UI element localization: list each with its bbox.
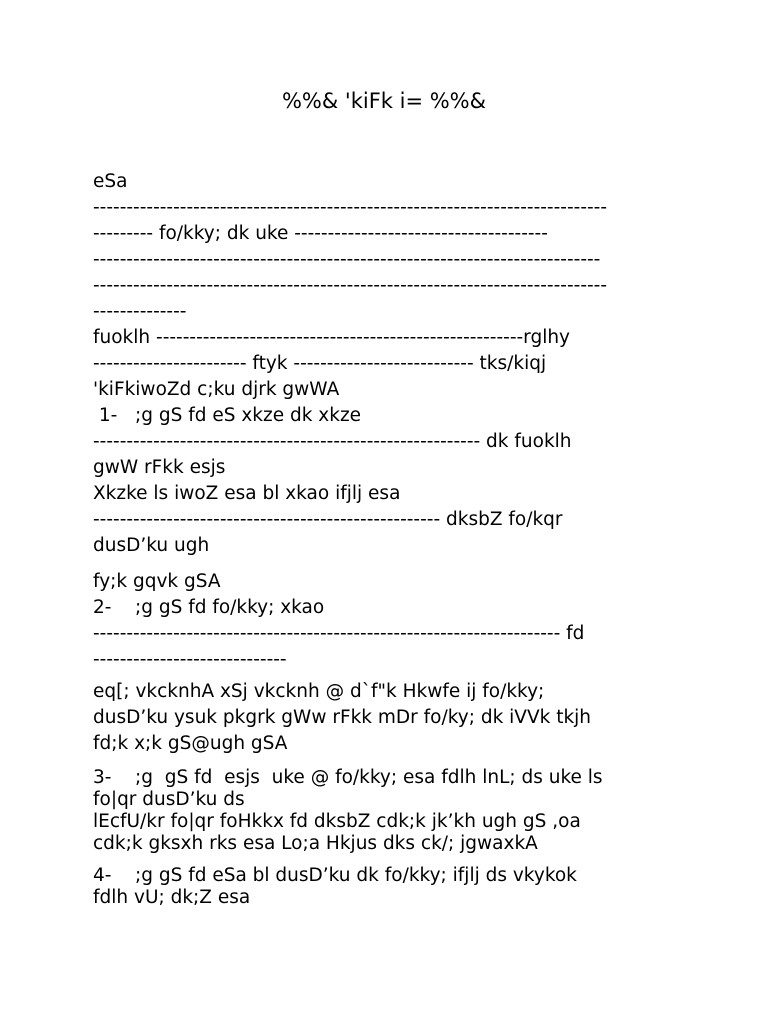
text-line: --------------: [93, 301, 187, 322]
text-line: fd;k x;k gS@ugh gSA: [93, 733, 288, 754]
text-line: dusD’ku ysuk pkgrk gWw rFkk mDr fo/ky; dk iVVk tkjh: [93, 707, 592, 728]
text-line: cdk;k gksxh rks esa Lo;a Hkjus dks ck/; jgwaxkA: [93, 833, 538, 854]
text-line: lEcfU/kr fo|qr foHkkx fd dksbZ cdk;k jk’kh ugh gS ,oa: [93, 811, 581, 832]
text-line: fuoklh -------------------------------------------------------rglhy: [93, 327, 571, 348]
text-line: 1- ;g gS fd eS xkze dk xkze: [93, 405, 362, 426]
text-line: Xkzke ls iwoZ esa bl xkao ifjlj esa: [93, 483, 401, 504]
text-line: -----------------------------------------------------------------------------: [93, 275, 608, 296]
text-line: ---------------------------------------------------------------------- fd: [93, 623, 585, 644]
text-line: 3- ;g gS fd esjs uke @ fo/kky; esa fdlh lnL; ds uke ls: [93, 767, 603, 788]
text-line: eq[; vkcknhA xSj vkcknh @ d`f"k Hkwfe ij fo/kky;: [93, 681, 545, 702]
text-line: gwW rFkk esjs: [93, 457, 226, 478]
document-body: [93, 169, 693, 909]
text-line: ----------------------------------------------------------------------------: [93, 249, 601, 270]
text-line: fo|qr dusD’ku ds: [93, 789, 245, 810]
text-line: fdlh vU; dk;Z esa: [93, 887, 251, 908]
text-line: -----------------------------: [93, 649, 287, 670]
text-line: ----------------------- ftyk --------------------------- tks/kiqj: [93, 353, 547, 374]
text-line: -----------------------------------------------------------------------------: [93, 197, 608, 218]
document-title: %%& 'kiFk i= %%&: [281, 89, 487, 113]
text-line: eSa: [93, 171, 128, 192]
text-line: 'kiFkiwoZd c;ku djrk gwWA: [93, 379, 340, 400]
text-line: fy;k gqvk gSA: [93, 571, 221, 592]
text-line: --------- fo/kky; dk uke --------------------------------------: [93, 223, 548, 244]
text-line: 2- ;g gS fd fo/kky; xkao: [93, 597, 325, 618]
text-line: ---------------------------------------------------- dksbZ fo/kqr: [93, 509, 563, 530]
text-line: 4- ;g gS fd eSa bl dusD’ku dk fo/kky; ifjlj ds vkykok: [93, 865, 577, 886]
text-line: ---------------------------------------------------------- dk fuoklh: [93, 431, 572, 452]
text-line: dusD’ku ugh: [93, 535, 210, 556]
